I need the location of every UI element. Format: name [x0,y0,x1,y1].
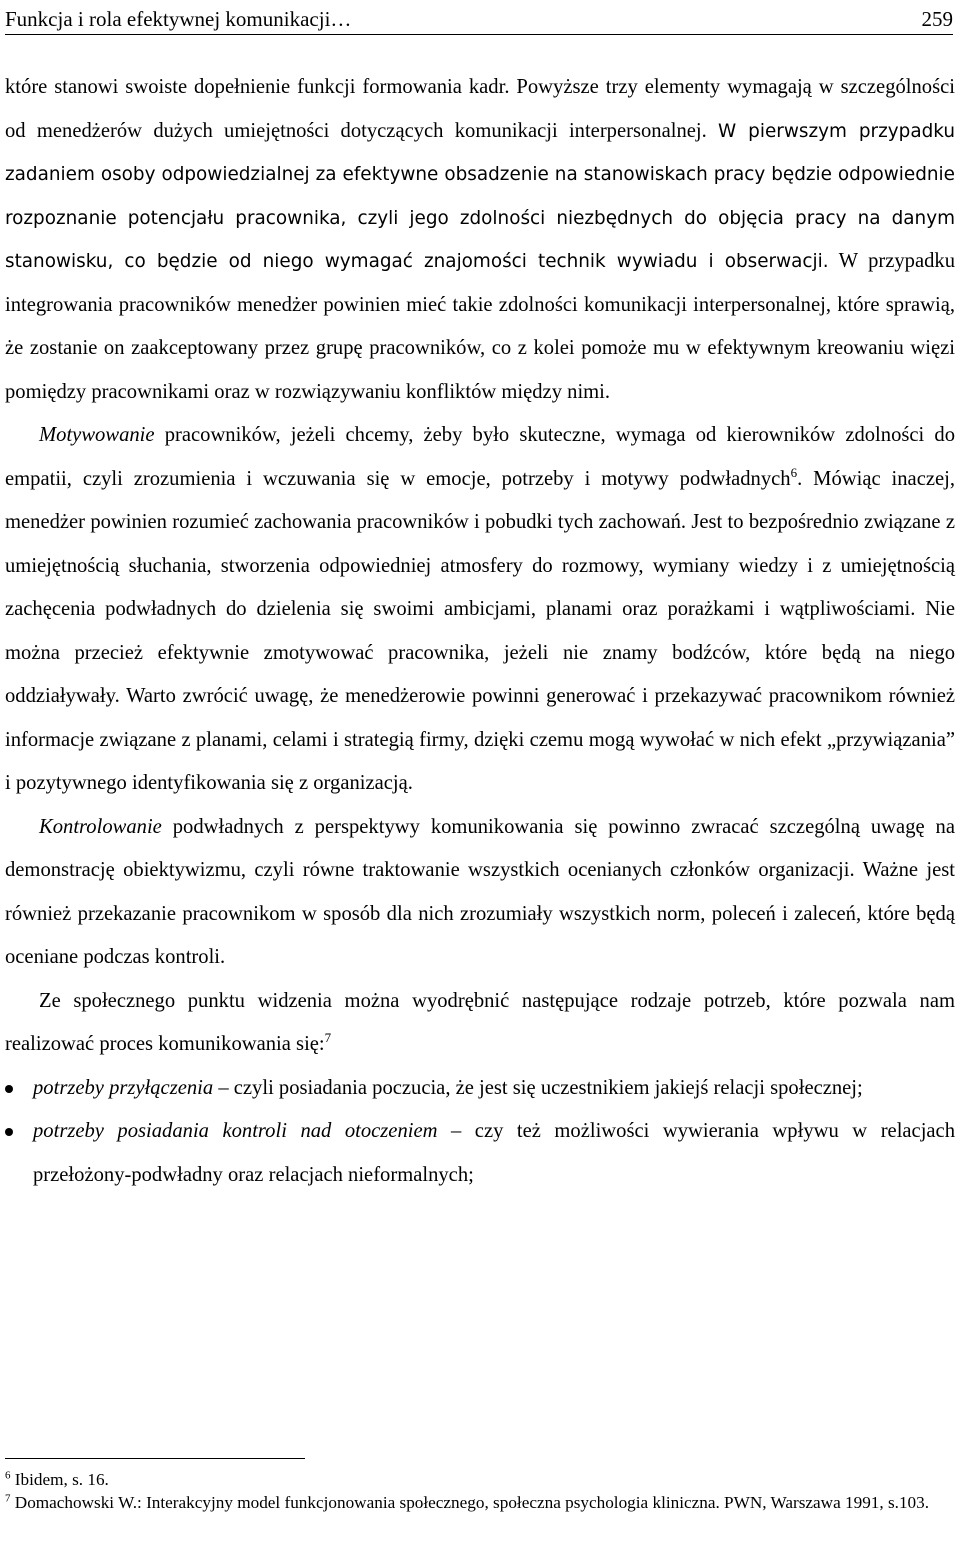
paragraph-4-text: Ze społecznego punktu widzenia można wyodrębnić następujące rodzaje potrzeb, które pozwala nam realizować proces komunikowania się: [5,989,955,1055]
term-motywowanie: Motywowanie [39,424,155,446]
list-item-term: potrzeby posiadania kontroli nad otoczeniem [33,1120,438,1142]
footnote-number: 6 [5,1469,11,1482]
list-item-term: potrzeby przyłączenia [33,1076,214,1099]
paragraph-2 [5,414,955,806]
footnote-text: Ibidem, s. 16. [10,1470,109,1489]
footnote-text: Domachowski W.: Interakcyjny model funkcjonowania społecznego, społeczna psychologia kliniczna. PWN, Warszawa 1991, s.103. [10,1492,930,1512]
running-head-title: Funkcja i rola efektywnej komunikacji… [5,7,352,31]
body-text [5,66,955,1197]
paragraph-1-text: które stanowi swoiste dopełnienie funkcji formowania kadr. Powyższe trzy elementy wymagają w szczególności od menedżerów dużych umiejętności dotyczących komunikacji interpersonalnej. [5,76,955,142]
list-item-text: – czy też możliwości wywierania wpływu w relacjach przełożony-podwładny oraz relacjach nieformalnych; [33,1120,955,1186]
list-item [5,1110,955,1197]
footnote-ref-7[interactable]: 7 [324,1030,332,1046]
footnote-ref-6[interactable]: 6 [790,464,798,480]
paragraph-2-text-a: pracowników, jeżeli chcemy, żeby było skuteczne, wymaga od kierowników zdolności do empatii, czyli zrozumienia i wczuwania się w emocje, potrzeby i motywy podwładnych [5,424,955,490]
bullet-icon [5,1128,13,1136]
footnote-6 [5,1469,955,1492]
page-number: 259 [921,7,953,31]
paragraph-3 [5,806,955,980]
running-head [5,4,953,35]
list-item-text: – czyli posiadania poczucia, że jest się uczestnikiem jakiejś relacji społecznej; [213,1076,863,1099]
paragraph-1-sans-text: W pierwszym przypadku zadaniem osoby odpowiedzialnej za efektywne obsadzenie na stanowiskach pracy będzie odpowiednie rozpoznanie potencjału pracownika, czyli jego zdolności niezbędnych do objęcia pracy na danym stanowisku, co będzie od niego wymagać znajomości technik wywiadu i obserwacji. [5,120,956,272]
paragraph-4 [5,980,955,1067]
paragraph-1 [5,66,955,414]
footnote-7 [5,1492,955,1515]
needs-list [5,1067,955,1198]
term-kontrolowanie: Kontrolowanie [39,815,162,838]
paragraph-3-text: podwładnych z perspektywy komunikowania się powinno zwracać szczególną uwagę na demonstrację obiektywizmu, czyli równe traktowanie wszystkich ocenianych członków organizacji. Ważne jest również przekazanie pracownikom w sposób dla nich zrozumiały wszystkich norm, poleceń i zaleceń, które będą oceniane podczas kontroli. [5,815,955,968]
paragraph-1-rest: W przypadku integrowania pracowników menedżer powinien mieć takie zdolności komunikacji interpersonalnej, które sprawią, że zostanie on zaakceptowany przez grupę pracowników, co z kolei pomoże mu w efektywnym kreowaniu więzi pomiędzy pracownikami oraz w rozwiązywaniu konfliktów między nimi. [5,250,955,403]
footnotes [5,1458,955,1514]
footnote-number: 7 [5,1491,11,1504]
footnote-divider [5,1458,305,1459]
bullet-icon [5,1085,13,1093]
paragraph-2-text-b: . Mówiąc inaczej, menedżer powinien rozumieć zachowania pracowników i pobudki tych zachowań. Jest to bezpośrednio związane z umiejętnością słuchania, stworzenia odpowiedniej atmosfery do rozmowy, wymiany wiedzy i z umiejętnością zachęcenia podwładnych do dzielenia się swoimi ambicjami, planami oraz porażkami i wątpliwościami. Nie można przecież efektywnie zmotywować pracownika, jeżeli nie znamy bodźców, które będą na niego oddziaływały. Warto zwrócić uwagę, że menedżerowie powinni generować i przekazywać pracownikom również informacje związane z planami, celami i strategią firmy, dzięki czemu mogą wywołać w nich efekt „przywiązania” i pozytywnego identyfikowania się z organizacją. [5,467,955,794]
list-item [5,1067,955,1111]
